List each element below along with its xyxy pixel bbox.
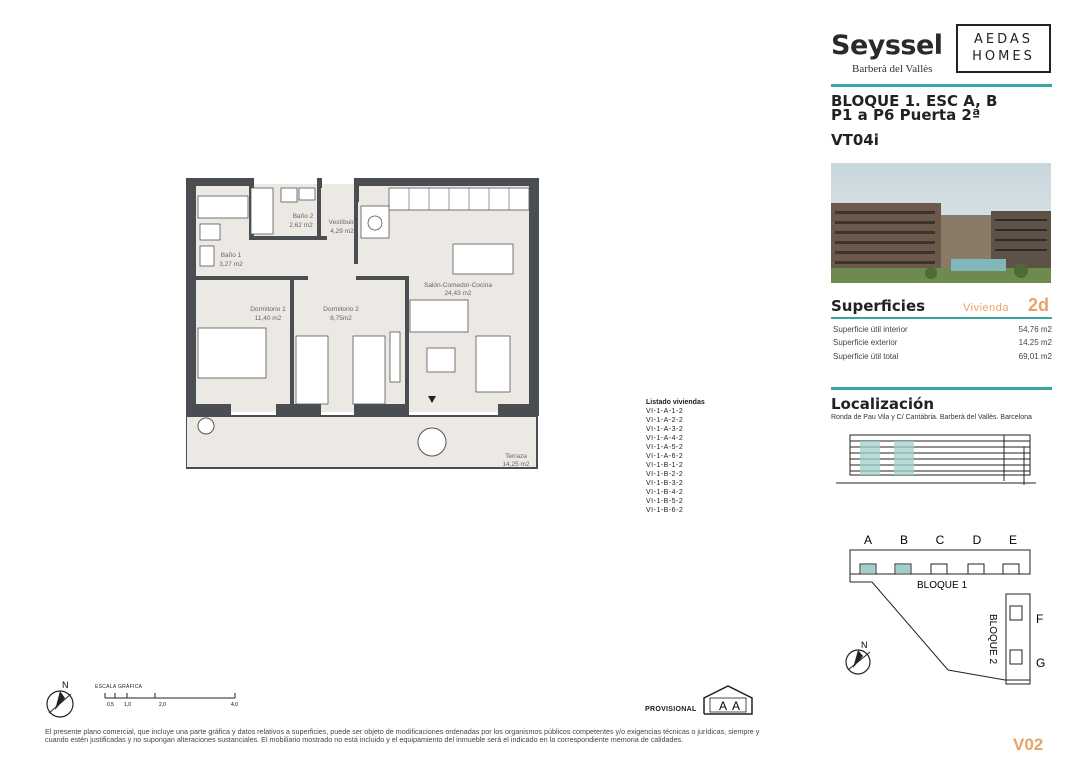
disclaimer: El presente plano comercial, que incluye una parte gráfica y datos relativos a superficies, puede ser objeto de modificaciones ordenadas por los organismos públicos competentes y/o exigencias técnicas o jurídicas, siempre y cuando estén justificadas y no supongan alteraciones sustanciales. El mobiliario mostrado no está incluido y el equipamiento del inmueble será el indicado en la correspondiente memoria de calidades. (45, 727, 760, 745)
listado-item: VI-1-B-2-2 (646, 471, 684, 478)
room-name: Salón-Comedor-Cocina (424, 282, 492, 289)
listado-item: VI-1-A-4-2 (646, 435, 684, 442)
title-line1: BLOQUE 1. ESC A, B (831, 92, 998, 110)
brand-name: Seyssel (831, 30, 943, 61)
vivienda-type: 2d (1028, 295, 1050, 315)
logo-line1: AEDAS (973, 32, 1034, 47)
sup-row-value: 14,25 m2 (1018, 338, 1052, 347)
room-name: Dormitorio 1 (250, 306, 286, 313)
site-plan (820, 530, 1065, 690)
site-letter: A (863, 533, 873, 547)
address: Ronda de Pau Vila y C/ Cantàbria. Barberà del Vallès. Barcelona (831, 414, 1032, 421)
listado-item: VI-1-B-3-2 (646, 480, 684, 487)
aedas-logo (956, 24, 1051, 73)
listado-item: VI-1-A-1-2 (646, 408, 684, 415)
site-letter-f: F (1036, 612, 1044, 626)
site-letter: E (1008, 533, 1018, 547)
room-area: 8,75m2 (330, 315, 352, 322)
scale-bar (95, 690, 245, 710)
brand-subtitle: Barberà del Vallès (852, 63, 933, 75)
localizacion-heading: Localización (831, 395, 935, 413)
room-area: 4,29 m2 (330, 228, 354, 235)
energy-letter: A (732, 699, 741, 713)
divider (831, 317, 1052, 319)
divider (831, 84, 1052, 87)
room-name: Terraza (505, 453, 527, 460)
site-letter-g: G (1036, 656, 1046, 670)
room-area: 11,40 m2 (254, 315, 282, 322)
floor-plan (186, 176, 546, 474)
listado-item: VI-1-A-6-2 (646, 453, 684, 460)
sup-row-label: Superficie útil interior (833, 325, 908, 334)
sup-row-value: 69,01 m2 (1018, 352, 1052, 361)
north-label: N (861, 640, 868, 650)
room-name: Vestíbulo (328, 219, 356, 226)
version-label: V02 (1013, 735, 1044, 754)
room-name: Baño 2 (292, 213, 314, 220)
listado-item: VI-1-B-6-2 (646, 507, 684, 514)
sup-row-label: Superficie útil total (833, 352, 899, 361)
bloque2-label: BLOQUE 2 (987, 614, 998, 665)
unit-code: VT04i (831, 131, 879, 149)
compass-icon (42, 680, 82, 720)
building-title (831, 94, 998, 122)
scale-tick: 4,0 (231, 702, 238, 708)
provisional-label: PROVISIONAL (645, 706, 697, 713)
listado-item: VI-1-A-2-2 (646, 417, 684, 424)
elevation-diagram (836, 433, 1036, 488)
energy-rating-icon (702, 684, 754, 716)
sup-row-value: 54,76 m2 (1018, 325, 1052, 334)
scale-tick: 1,0 (124, 702, 131, 708)
sup-row-label: Superficie exterior (833, 338, 898, 347)
room-area: 3,27 m2 (219, 261, 243, 268)
vivienda-label: Vivienda (963, 302, 1009, 314)
room-area: 24,43 m2 (444, 290, 472, 297)
listado-item: VI-1-B-4-2 (646, 489, 684, 496)
site-letter: D (972, 533, 982, 547)
building-render-image (831, 163, 1051, 283)
divider (831, 387, 1052, 390)
bloque1-label: BLOQUE 1 (916, 580, 968, 591)
title-line2: P1 a P6 Puerta 2ª (831, 106, 981, 124)
listado-item: VI-1-B-5-2 (646, 498, 684, 505)
superficies-heading: Superficies (831, 297, 926, 315)
room-name: Baño 1 (220, 252, 242, 259)
listado-item: VI-1-A-3-2 (646, 426, 684, 433)
room-area: 2,62 m2 (289, 222, 313, 229)
room-name: Dormitorio 2 (323, 306, 359, 313)
scale-tick: 0,5 (107, 702, 114, 708)
listado-heading: Listado viviendas (646, 399, 705, 406)
listado-item: VI-1-B-1-2 (646, 462, 684, 469)
energy-letter: A (719, 699, 728, 713)
scale-tick: 2,0 (159, 702, 166, 708)
room-area: 14,25 m2 (502, 461, 530, 468)
north-label: N (62, 680, 69, 690)
site-letter: C (935, 533, 945, 547)
scale-label: ESCALA GRÁFICA (95, 684, 143, 690)
logo-line2: HOMES (972, 49, 1035, 64)
site-letter: B (899, 533, 909, 547)
listado-item: VI-1-A-5-2 (646, 444, 684, 451)
